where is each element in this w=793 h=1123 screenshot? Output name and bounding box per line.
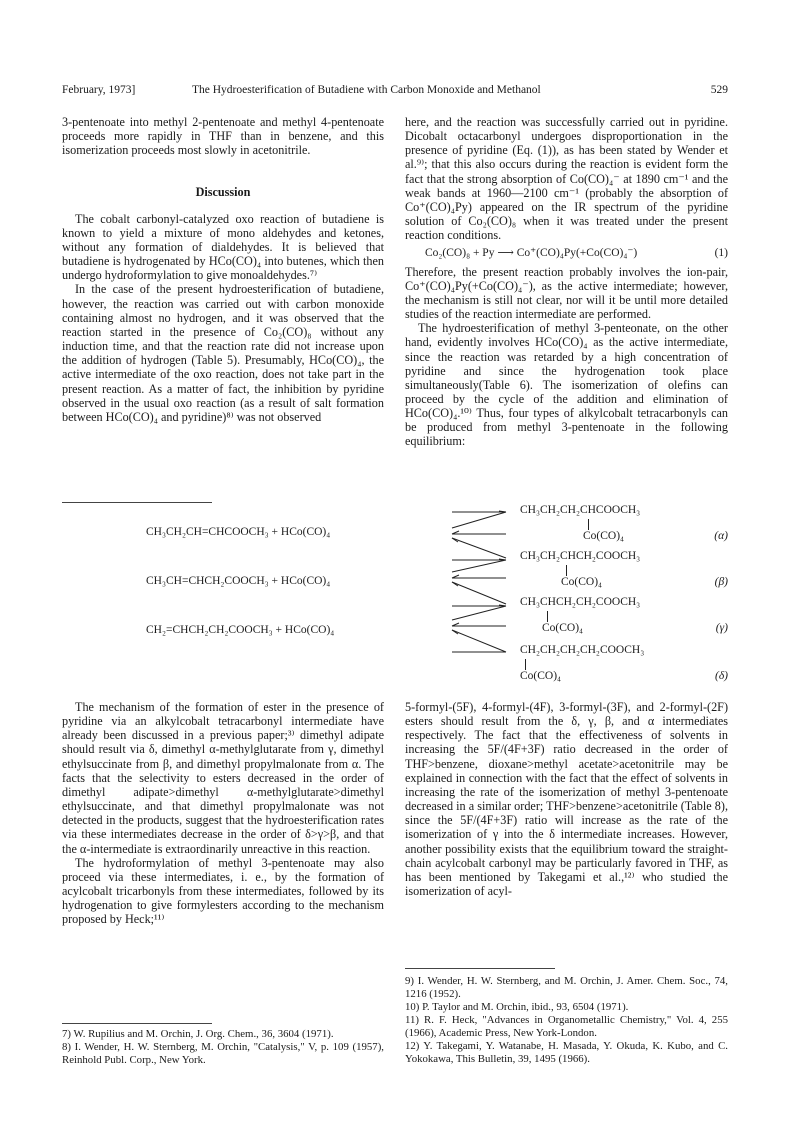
reactant-3: CH₂=CHCH₂CH₂COOCH₃ + HCo(CO)₄ (146, 624, 335, 636)
paragraph: here, and the reaction was successfully carried out in pyridine. Dicobalt octacarbonyl undergoes disproportionation in the presence of pyridine (Eq. (1)), as has been stated by Wender et al.⁹⁾; that this also occurs during the reaction is evident form the fact that the strong absorption of Co(CO)₄⁻ at 1890 cm⁻¹ and the weak bands at 1960—2100 cm⁻¹ (probably the absorption of Co⁺(CO)₄Py) appeared on the IR spectrum of the pyridine solution of Co₂(CO)₈ when it was treated under the present reaction conditions. (405, 115, 728, 243)
section-heading: Discussion (195, 185, 251, 200)
bond-line (547, 611, 548, 622)
right-column-top (405, 115, 728, 449)
product-chain: CH₃CH₂CH₂CHCOOCH₃ (520, 504, 641, 516)
equation-text: Co₂(CO)₈ + Py ⟶ Co⁺(CO)₄Py(+Co(CO)₄⁻) (425, 247, 638, 260)
product-cobalt: Co(CO)₄ (583, 530, 625, 542)
footnote: 7) W. Rupilius and M. Orchin, J. Org. Chem., 36, 3604 (1971). (62, 1028, 334, 1040)
left-column-bottom (62, 700, 384, 927)
product-cobalt: Co(CO)₄ (520, 670, 562, 682)
footnote: 11) R. F. Heck, "Advances in Organometallic Chemistry," Vol. 4, 255 (1966), Academic Press, New York-London. (405, 1014, 728, 1039)
bond-line (566, 565, 567, 576)
paragraph: 3-pentenoate into methyl 2-pentenoate and methyl 4-pentenoate proceeds more rapidly in THF than in benzene, and this isomerization proceeds most slowly in acetonitrile. (62, 115, 384, 158)
running-header (62, 84, 728, 100)
header-title: The Hydroesterification of Butadiene with Carbon Monoxide and Methanol (192, 84, 541, 96)
paragraph: The cobalt carbonyl-catalyzed oxo reaction of butadiene is known to yield a mixture of mono aldehydes and ketones, without any formation of dialdehydes. It is believed that butadiene is hydrogenated by HCo(CO)₄ into butenes, which then undergo hydroformylation to give monoaldehydes.⁷⁾ (62, 211, 384, 283)
footnote: 12) Y. Takegami, Y. Watanabe, H. Masada, Y. Okuda, K. Kubo, and C. Yokokawa, This Bulletin, 39, 1495 (1966). (405, 1040, 728, 1065)
left-column-top (62, 115, 384, 424)
footnote: 10) P. Taylor and M. Orchin, ibid., 93, 6504 (1971). (405, 1001, 629, 1013)
bond-line (525, 659, 526, 670)
right-column-bottom (405, 700, 728, 898)
footnote-divider (405, 968, 555, 969)
label-gamma: (γ) (715, 622, 728, 634)
paragraph: The hydroformylation of methyl 3-pentenoate may also proceed via these intermediates, i. e., by the formation of acylcobalt tricarbonyls from these intermediates, followed by its hydrogenation to give formylesters according to the mechanism proposed by Heck;¹¹⁾ (62, 855, 384, 927)
label-beta: (β) (714, 576, 728, 588)
reaction-scheme (62, 500, 728, 685)
equilibrium-arrows-icon (444, 508, 514, 668)
product-cobalt: Co(CO)₄ (542, 622, 584, 634)
label-alpha: (α) (714, 530, 728, 542)
equation-1 (425, 246, 728, 260)
paragraph: The hydroesterification of methyl 3-penteonate, on the other hand, evidently involves HCo(CO)₄ as the active intermediate, since the reaction was retarded by a high concentration of pyridine and since the hydrogenation took place simultaneously(Table 6). The isomerization of olefins can proceed by the cycle of the addition and elimination of HCo(CO)₄.¹⁰⁾ Thus, four types of alkylcobalt tetracarbonyls can be produced from methyl 3-pentenoate in the following equilibrium: (405, 321, 728, 449)
label-delta: (δ) (714, 670, 728, 682)
equation-number: (1) (714, 247, 728, 260)
footnote: 8) I. Wender, H. W. Sternberg, M. Orchin, "Catalysis," V, p. 109 (1957), Reinhold Publ. Corp., New York. (62, 1041, 384, 1066)
product-chain: CH₃CH₂CHCH₂COOCH₃ (520, 550, 641, 562)
bond-line (588, 519, 589, 530)
divider (62, 502, 212, 503)
paragraph: Therefore, the present reaction probably involves the ion-pair, Co⁺(CO)₄Py(+Co(CO)₄⁻), as the active intermediate; however, the mechanism is still not clear, nor will it be until more detailed studies of the reaction intermediate are performed. (405, 264, 728, 322)
paragraph: In the case of the present hydroesterification of butadiene, however, the reaction was carried out with carbon monoxide containing almost no hydrogen, and it was observed that the reaction started in the presence of Co₂(CO)₈ without any induction time, and that the reaction rate did not increase upon the addition of hydrogen (Table 5). Presumably, HCo(CO)₄, the active intermediate of the oxo reaction, does not take part in the present reaction. As a matter of fact, the inhibition by pyridine observed in the usual oxo reaction (as a result of salt formation between HCo(CO)₄ and pyridine)⁸⁾ was not observed (62, 282, 384, 424)
footnotes-left (62, 1028, 384, 1067)
footnotes-right (405, 975, 728, 1066)
paragraph: The mechanism of the formation of ester in the presence of pyridine via an alkylcobalt tetracarbonyl intermediate have already been discussed in a previous paper;³⁾ dimethyl adipate should result via δ, dimethyl α-methylglutarate from γ, dimethyl ethylsuccinate from β, and dimethyl propylmalonate from α. The facts that the selectivity to esters decreased in the order of dimethyl adipate>dimethyl α-methylglutarate>dimethyl ethylsuccinate, and that dimethyl propylmalonate was not detected in the products, suggest that the hydroesterification rates via these intermediates decrease in the order of δ>γ>β, and that the α-intermediate is extraordinarily unreactive in this reaction. (62, 700, 384, 856)
product-chain: CH₂CH₂CH₂CH₂COOCH₃ (520, 644, 645, 656)
product-chain: CH₃CHCH₂CH₂COOCH₃ (520, 596, 641, 608)
product-cobalt: Co(CO)₄ (561, 576, 603, 588)
header-date: February, 1973] (62, 84, 136, 96)
paragraph: 5-formyl-(5F), 4-formyl-(4F), 3-formyl-(3F), and 2-formyl-(2F) esters should result from the δ, γ, β, and α intermediates respectively. The fact that the effectiveness of solvents in increasing the 5F/(4F+3F) ratio decreased in the order of THF>benzene, dioxane>methyl acetate>acetonitrile may be explained in connection with the fact that the effect of solvents in increasing the rate of the isomerization of methyl 3-pentenoate decreased in a similar order; THF>benzene>acetonitrile (Table 8), since the 5F/(4F+3F) ratio will increase as the rate of the isomerization of γ into the δ intermediate increases. However, another possibility exists that the equilibrium toward the straight-chain acylcobalt carbonyl may be particularly favored in THF, as has been mentioned by Takegami et al.,¹²⁾ who studied the isomerization of acyl- (405, 700, 728, 899)
reactant-2: CH₃CH=CHCH₂COOCH₃ + HCo(CO)₄ (146, 575, 331, 587)
footnote: 9) I. Wender, H. W. Sternberg, and M. Orchin, J. Amer. Chem. Soc., 74, 1216 (1952). (405, 975, 728, 1000)
footnote-divider (62, 1023, 212, 1024)
reactant-1: CH₃CH₂CH=CHCOOCH₃ + HCo(CO)₄ (146, 526, 331, 538)
page-number: 529 (710, 84, 728, 96)
